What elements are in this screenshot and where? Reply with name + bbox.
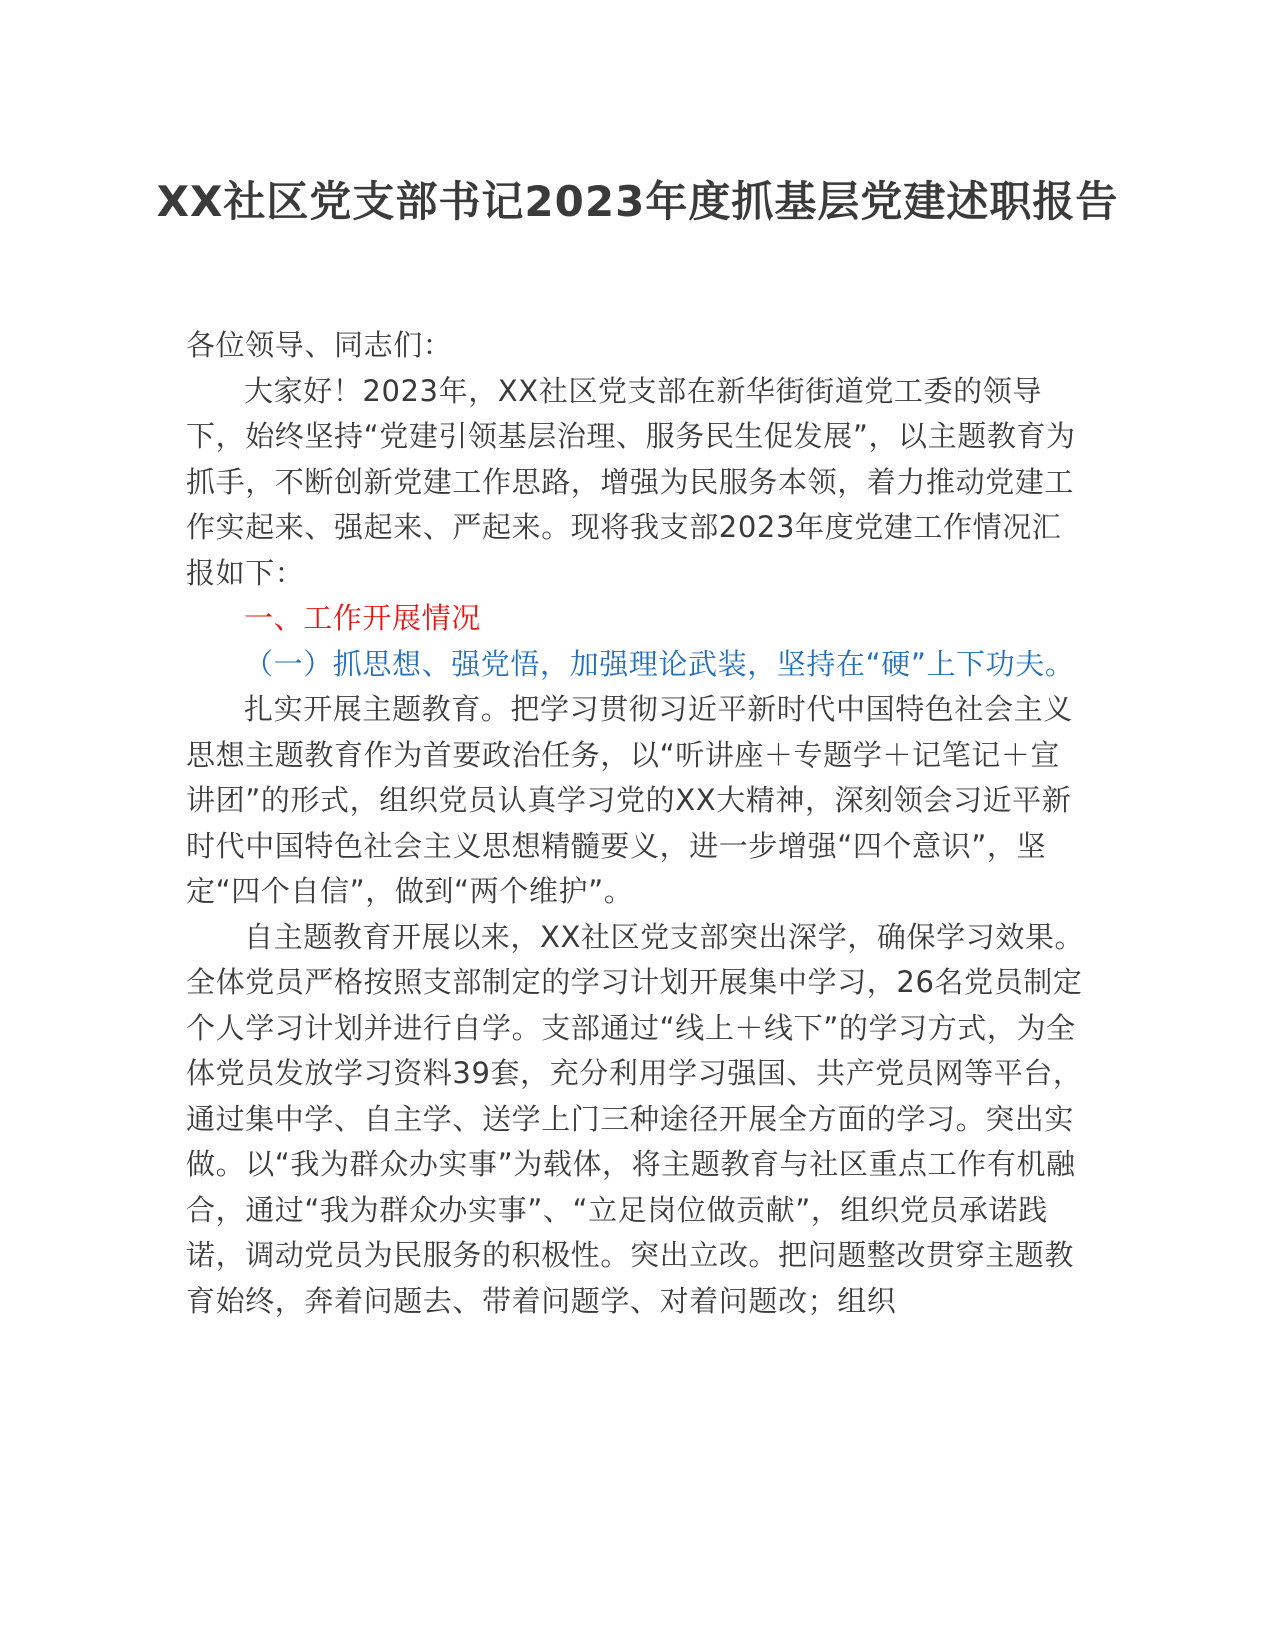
salutation: 各位领导、同志们： [186,328,453,362]
subsection-heading: （一）抓思想、强党悟，加强理论武装，坚持在“硬”上下功夫。 [244,646,1075,681]
document-title: XX社区党支部书记2023年度抓基层党建述职报告 [156,177,1119,226]
intro-paragraph: 大家好！2023年，XX社区党支部在新华街街道党工委的领导下，始终坚持“党建引领基层治理、服务民生促发展”，以主题教育为抓手，不断创新党建工作思路，增强为民服务本领，着力推动党建工作实起来、强起来、严起来。现将我支部2023年度党建工作情况汇报如下： [186,373,1076,590]
body-paragraph-1: 扎实开展主题教育。把学习贯彻习近平新时代中国特色社会主义思想主题教育作为首要政治任务，以“听讲座＋专题学＋记笔记＋宣讲团”的形式，组织党员认真学习党的XX大精神，深刻领会习近平新时代中国特色社会主义思想精髓要义，进一步增强“四个意识”，坚定“四个自信”，做到“两个维护”。 [186,692,1073,908]
body-paragraph-2: 自主题教育开展以来，XX社区党支部突出深学，确保学习效果。全体党员严格按照支部制定的学习计划开展集中学习，26名党员制定个人学习计划并进行自学。支部通过“线上＋线下”的学习方式，为全体党员发放学习资料39套，充分利用学习强国、共产党员网等平台，通过集中学、自主学、送学上门三种途径开展全方面的学习。突出实做。以“我为群众办实事”为载体，将主题教育与社区重点工作有机融合，通过“我为群众办实事”、“立足岗位做贡献”，组织党员承诺践诺，调动党员为民服务的积极性。突出立改。把问题整改贯穿主题教育始终，奔着问题去、带着问题学、对着问题改；组织 [186,919,1085,1318]
document-body [186,323,1086,1324]
section-heading: 一、工作开展情况 [244,601,481,635]
